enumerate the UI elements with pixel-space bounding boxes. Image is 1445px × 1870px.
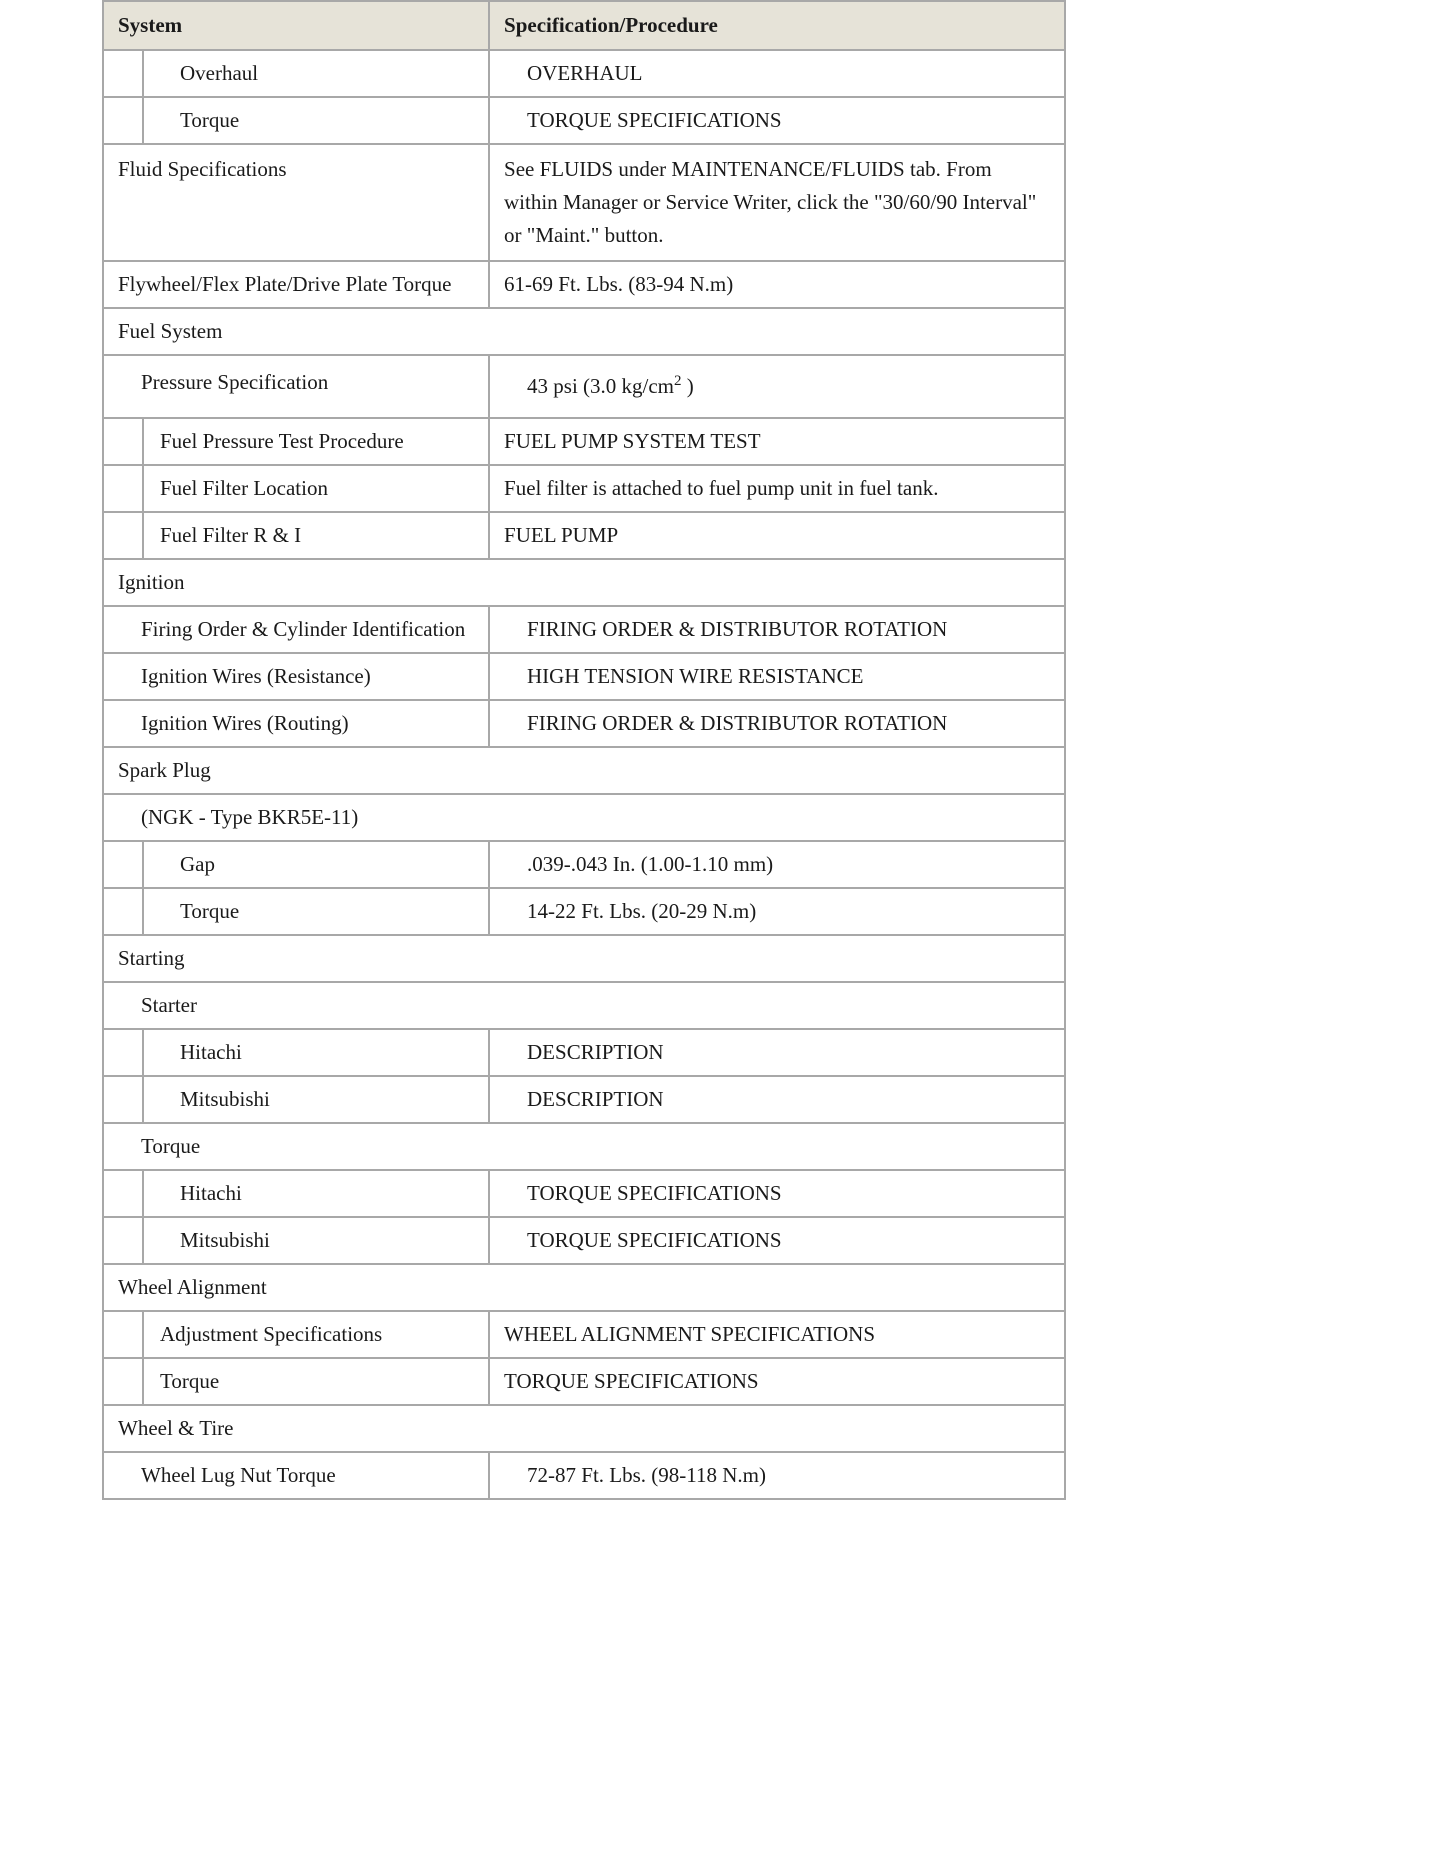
indent-cell xyxy=(103,512,143,559)
subsection-row xyxy=(103,982,1065,1029)
spec-cell: FIRING ORDER & DISTRIBUTOR ROTATION xyxy=(489,606,1065,653)
section-row xyxy=(103,308,1065,355)
system-cell: Torque xyxy=(143,888,489,935)
system-cell: Fluid Specifications xyxy=(103,144,489,261)
system-cell: Hitachi xyxy=(143,1170,489,1217)
section-heading: Wheel & Tire xyxy=(103,1405,1065,1452)
spec-cell: OVERHAUL xyxy=(489,50,1065,97)
spec-cell: FUEL PUMP SYSTEM TEST xyxy=(489,418,1065,465)
spec-cell: TORQUE SPECIFICATIONS xyxy=(489,1170,1065,1217)
table-row xyxy=(103,418,1065,465)
spec-cell: TORQUE SPECIFICATIONS xyxy=(489,97,1065,144)
table-row xyxy=(103,261,1065,308)
table-header-row xyxy=(103,1,1065,50)
section-heading: Wheel Alignment xyxy=(103,1264,1065,1311)
table-row xyxy=(103,97,1065,144)
table-row xyxy=(103,700,1065,747)
spec-cell: See FLUIDS under MAINTENANCE/FLUIDS tab. From within Manager or Service Writer, click the "30/60/90 Interval" or "Maint." button. xyxy=(489,144,1065,261)
table-row xyxy=(103,888,1065,935)
spec-cell: WHEEL ALIGNMENT SPECIFICATIONS xyxy=(489,1311,1065,1358)
indent-cell xyxy=(103,1170,143,1217)
spec-cell: TORQUE SPECIFICATIONS xyxy=(489,1358,1065,1405)
subsection-heading: Torque xyxy=(103,1123,1065,1170)
system-cell: Adjustment Specifications xyxy=(143,1311,489,1358)
specifications-table xyxy=(102,0,1066,1500)
subsection-row xyxy=(103,794,1065,841)
indent-cell xyxy=(103,1076,143,1123)
system-cell: Torque xyxy=(143,97,489,144)
system-cell: Gap xyxy=(143,841,489,888)
section-heading: Fuel System xyxy=(103,308,1065,355)
spec-cell: DESCRIPTION xyxy=(489,1029,1065,1076)
section-heading: Starting xyxy=(103,935,1065,982)
system-column-header: System xyxy=(103,1,489,50)
system-cell: Hitachi xyxy=(143,1029,489,1076)
indent-cell xyxy=(103,97,143,144)
section-row xyxy=(103,1405,1065,1452)
spec-cell: TORQUE SPECIFICATIONS xyxy=(489,1217,1065,1264)
system-cell: Mitsubishi xyxy=(143,1217,489,1264)
spec-cell: .039-.043 In. (1.00-1.10 mm) xyxy=(489,841,1065,888)
table-row xyxy=(103,1217,1065,1264)
subsection-heading: Starter xyxy=(103,982,1065,1029)
table-row xyxy=(103,355,1065,418)
table-row xyxy=(103,50,1065,97)
table-row xyxy=(103,653,1065,700)
spec-cell: DESCRIPTION xyxy=(489,1076,1065,1123)
indent-cell xyxy=(103,1311,143,1358)
system-cell: Ignition Wires (Resistance) xyxy=(103,653,489,700)
section-heading: Ignition xyxy=(103,559,1065,606)
indent-cell xyxy=(103,841,143,888)
system-cell: Fuel Filter R & I xyxy=(143,512,489,559)
section-row xyxy=(103,747,1065,794)
indent-cell xyxy=(103,888,143,935)
indent-cell xyxy=(103,418,143,465)
system-cell: Overhaul xyxy=(143,50,489,97)
table-row xyxy=(103,1358,1065,1405)
subsection-row xyxy=(103,1123,1065,1170)
spec-cell: FIRING ORDER & DISTRIBUTOR ROTATION xyxy=(489,700,1065,747)
system-cell: Wheel Lug Nut Torque xyxy=(103,1452,489,1499)
section-row xyxy=(103,935,1065,982)
indent-cell xyxy=(103,1029,143,1076)
spec-cell: HIGH TENSION WIRE RESISTANCE xyxy=(489,653,1065,700)
spec-cell: FUEL PUMP xyxy=(489,512,1065,559)
system-cell: Pressure Specification xyxy=(103,355,489,418)
indent-cell xyxy=(103,1217,143,1264)
table-row xyxy=(103,465,1065,512)
table-row xyxy=(103,144,1065,261)
system-cell: Flywheel/Flex Plate/Drive Plate Torque xyxy=(103,261,489,308)
table-row xyxy=(103,1076,1065,1123)
system-cell: Torque xyxy=(143,1358,489,1405)
system-cell: Firing Order & Cylinder Identification xyxy=(103,606,489,653)
spec-value: 43 psi (3.0 kg/cm xyxy=(527,374,675,398)
table-row xyxy=(103,606,1065,653)
spec-cell: 72-87 Ft. Lbs. (98-118 N.m) xyxy=(489,1452,1065,1499)
table-row xyxy=(103,1170,1065,1217)
spec-cell: Fuel filter is attached to fuel pump unit in fuel tank. xyxy=(489,465,1065,512)
spec-value-suffix: ) xyxy=(681,374,694,398)
table-row xyxy=(103,1311,1065,1358)
spec-column-header: Specification/Procedure xyxy=(489,1,1065,50)
spec-cell: 14-22 Ft. Lbs. (20-29 N.m) xyxy=(489,888,1065,935)
section-heading: Spark Plug xyxy=(103,747,1065,794)
spec-cell: 61-69 Ft. Lbs. (83-94 N.m) xyxy=(489,261,1065,308)
table-row xyxy=(103,1029,1065,1076)
spec-cell xyxy=(489,355,1065,418)
indent-cell xyxy=(103,465,143,512)
table-row xyxy=(103,841,1065,888)
section-row xyxy=(103,559,1065,606)
system-cell: Ignition Wires (Routing) xyxy=(103,700,489,747)
indent-cell xyxy=(103,50,143,97)
system-cell: Fuel Pressure Test Procedure xyxy=(143,418,489,465)
system-cell: Fuel Filter Location xyxy=(143,465,489,512)
subsection-heading: (NGK - Type BKR5E-11) xyxy=(103,794,1065,841)
system-cell: Mitsubishi xyxy=(143,1076,489,1123)
indent-cell xyxy=(103,1358,143,1405)
superscript: 2 xyxy=(674,373,682,389)
table-row xyxy=(103,1452,1065,1499)
section-row xyxy=(103,1264,1065,1311)
table-row xyxy=(103,512,1065,559)
